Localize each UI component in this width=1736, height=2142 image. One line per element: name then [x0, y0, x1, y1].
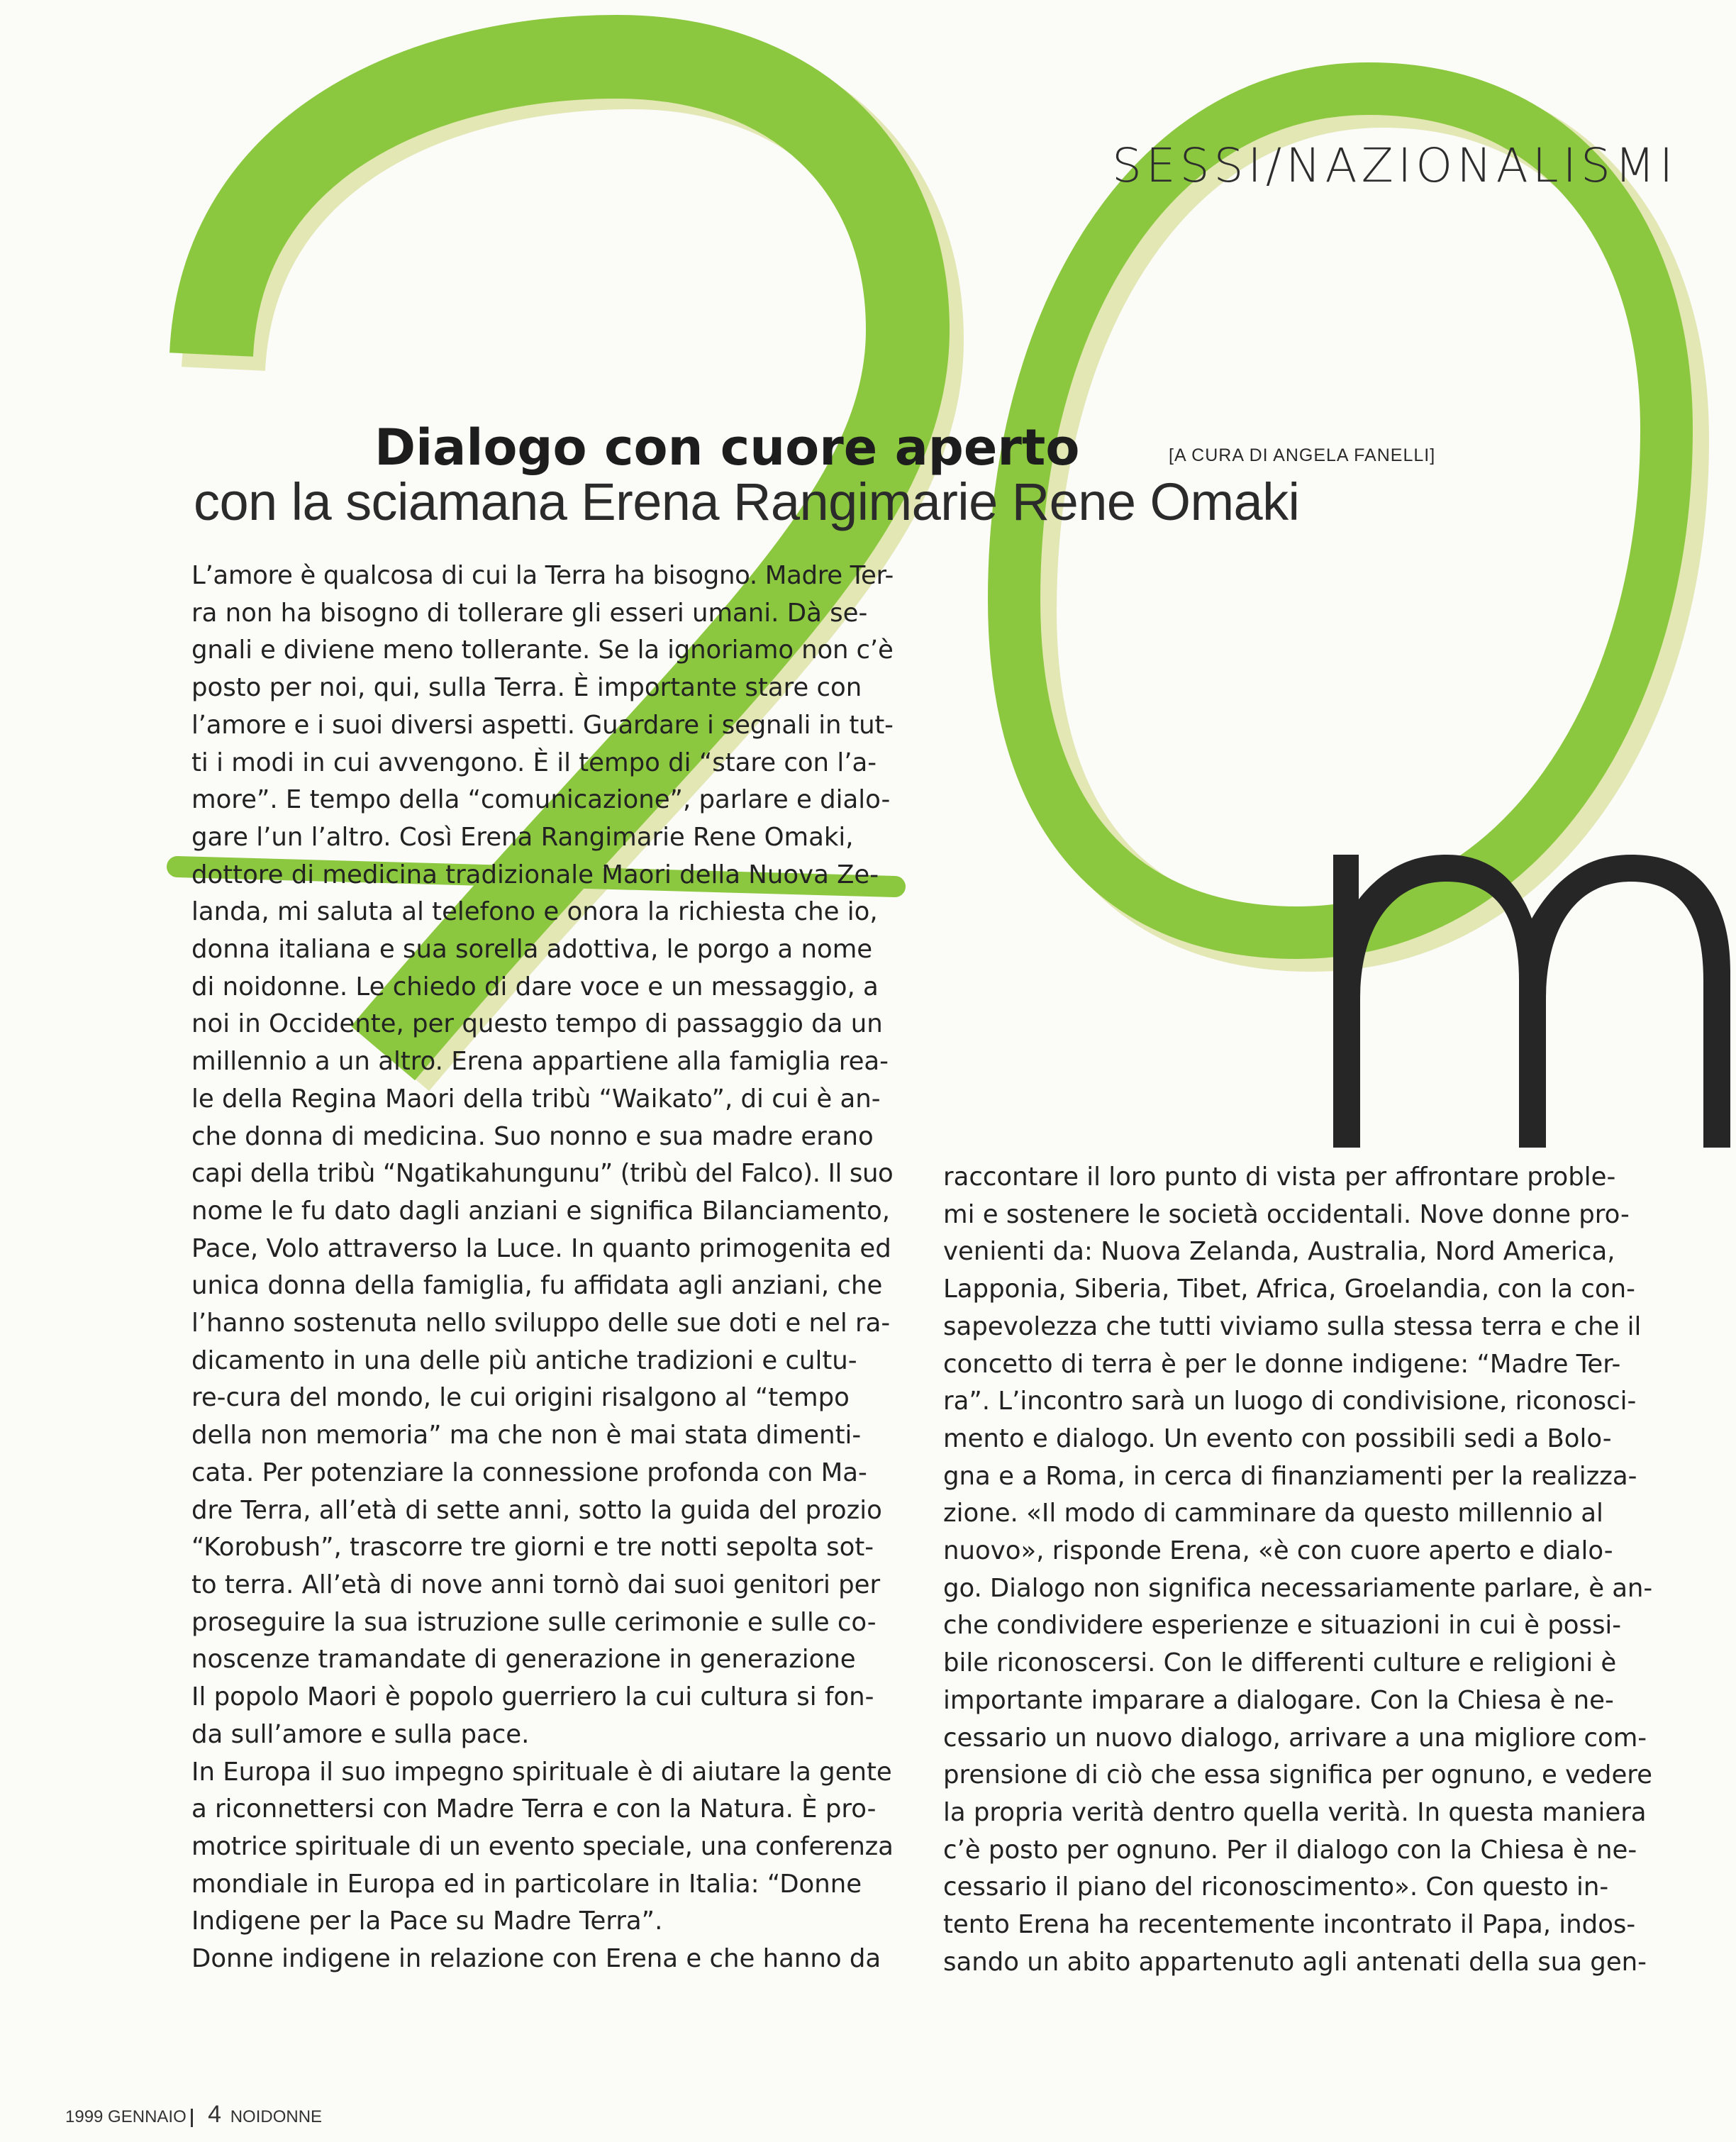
text-line: donna italiana e sua sorella adottiva, le porgo a nome: [191, 935, 873, 965]
text-line: In Europa il suo impegno spirituale è di aiutare la gente: [191, 1757, 892, 1787]
text-line: le della Regina Maori della tribù “Waikato”, di cui è an-: [191, 1084, 881, 1114]
text-line: proseguire la sua istruzione sulle cerimonie e sulle co-: [191, 1607, 877, 1637]
text-line: l’amore e i suoi diversi aspetti. Guardare i segnali in tut-: [191, 710, 894, 740]
text-line: della non memoria” ma che non è mai stata dimenti-: [191, 1421, 862, 1450]
text-line: unica donna della famiglia, fu affidata agli anziani, che: [191, 1271, 883, 1301]
article-column-left: [191, 557, 894, 1990]
section-label: SESSI/NAZIONALISMI: [1112, 138, 1678, 193]
letter-m: [1333, 855, 1730, 1148]
text-line: l’hanno sostenuta nello sviluppo delle sue doti e nel ra-: [191, 1309, 891, 1338]
text-line: c’è posto per ognuno. Per il dialogo con la Chiesa è ne-: [943, 1835, 1637, 1865]
text-line: dicamento in una delle più antiche tradizioni e cultu-: [191, 1345, 857, 1375]
text-line: sando un abito appartenuto agli antenati della sua gen-: [943, 1947, 1647, 1977]
text-line: capi della tribù “Ngatikahungunu” (tribù del Falco). Il suo: [191, 1159, 894, 1189]
article-column-right: [943, 1159, 1652, 2017]
text-line: concetto di terra è per le donne indigene: “Madre Ter-: [943, 1349, 1621, 1379]
text-line: gnali e diviene meno tollerante. Se la ignoriamo non c’è: [191, 636, 894, 665]
text-line: to terra. All’età di nove anni tornò dai suoi genitori per: [191, 1570, 881, 1599]
text-line: dre Terra, all’età di sette anni, sotto la guida del prozio: [191, 1495, 882, 1525]
text-line: motrice spirituale di un evento speciale, una conferenza: [191, 1831, 894, 1861]
text-line: venienti da: Nuova Zelanda, Australia, Nord America,: [943, 1237, 1615, 1267]
text-line: posto per noi, qui, sulla Terra. È importante stare con: [191, 673, 862, 703]
article-credit: [A CURA DI ANGELA FANELLI]: [1169, 445, 1436, 465]
text-line: che condividere esperienze e situazioni in cui è possi-: [943, 1611, 1622, 1641]
text-line: a riconnettersi con Madre Terra e con la Natura. È pro-: [191, 1794, 877, 1824]
article-subtitle: con la sciamana Erena Rangimarie Rene Omaki: [194, 472, 1300, 531]
text-line: importante imparare a dialogare. Con la Chiesa è ne-: [943, 1685, 1614, 1715]
text-line: bile riconoscersi. Con le differenti culture e religioni è: [943, 1648, 1617, 1678]
article-title: Dialogo con cuore aperto: [374, 418, 1080, 477]
text-line: Lapponia, Siberia, Tibet, Africa, Groelandia, con la con-: [943, 1275, 1635, 1304]
text-line: Donne indigene in relazione con Erena e che hanno da: [191, 1944, 881, 1974]
page-number: 4: [208, 2101, 222, 2128]
text-line: dottore di medicina tradizionale Maori della Nuova Ze-: [191, 860, 879, 889]
text-line: re-cura del mondo, le cui origini risalgono al “tempo: [191, 1383, 850, 1413]
magazine-name: NOIDONNE: [230, 2107, 323, 2126]
text-line: cessario il piano del riconoscimento». Con questo in-: [943, 1872, 1609, 1902]
text-line: tento Erena ha recentemente incontrato il Papa, indos-: [943, 1910, 1636, 1940]
text-line: go. Dialogo non significa necessariamente parlare, è an-: [943, 1573, 1653, 1603]
text-line: zione. «Il modo di camminare da questo millennio al: [943, 1499, 1603, 1528]
text-line: Indigene per la Pace su Madre Terra”.: [191, 1907, 663, 1936]
text-line: millennio a un altro. Erena appartiene alla famiglia rea-: [191, 1047, 889, 1077]
text-line: ti i modi in cui avvengono. È il tempo di “stare con l’a-: [191, 748, 877, 777]
text-line: Pace, Volo attraverso la Luce. In quanto primogenita ed: [191, 1233, 891, 1263]
text-line: cata. Per potenziare la connessione profonda con Ma-: [191, 1458, 867, 1487]
text-line: more”. E tempo della “comunicazione”, parlare e dialo-: [191, 785, 891, 815]
text-line: che donna di medicina. Suo nonno e sua madre erano: [191, 1121, 874, 1151]
text-line: ra”. L’incontro sarà un luogo di condivisione, riconosci-: [943, 1387, 1637, 1416]
footer-date: 1999 GENNAIO: [65, 2107, 187, 2126]
text-line: mi e sostenere le società occidentali. Nove donne pro-: [943, 1199, 1630, 1229]
text-line: noscenze tramandate di generazione in generazione: [191, 1645, 856, 1675]
text-line: la propria verità dentro quella verità. In questa maniera: [943, 1797, 1647, 1827]
page-footer: [65, 2101, 491, 2129]
text-line: nome le fu dato dagli anziani e significa Bilanciamento,: [191, 1196, 891, 1226]
text-line: landa, mi saluta al telefono e onora la richiesta che io,: [191, 897, 878, 927]
text-line: ra non ha bisogno di tollerare gli esseri umani. Dà se-: [191, 598, 868, 628]
text-line: sapevolezza che tutti viviamo sulla stessa terra e che il: [943, 1311, 1642, 1341]
text-line: mondiale in Europa ed in particolare in Italia: “Donne: [191, 1869, 862, 1899]
text-line: raccontare il loro punto di vista per affrontare proble-: [943, 1162, 1616, 1192]
text-line: “Korobush”, trascorre tre giorni e tre notti sepolta sot-: [191, 1533, 874, 1563]
text-line: da sull’amore e sulla pace.: [191, 1719, 530, 1749]
text-line: prensione di ciò che essa significa per ognuno, e vedere: [943, 1760, 1652, 1790]
footer-divider: [191, 2109, 193, 2127]
text-line: noi in Occidente, per questo tempo di passaggio da un: [191, 1009, 883, 1039]
text-line: nuovo», risponde Erena, «è con cuore aperto e dialo-: [943, 1536, 1613, 1566]
text-line: L’amore è qualcosa di cui la Terra ha bisogno. Madre Ter-: [191, 561, 894, 590]
text-line: gna e a Roma, in cerca di finanziamenti per la realizza-: [943, 1461, 1637, 1491]
text-line: gare l’un l’altro. Così Erena Rangimarie Rene Omaki,: [191, 822, 854, 852]
text-line: Il popolo Maori è popolo guerriero la cui cultura si fon-: [191, 1682, 874, 1712]
text-line: mento e dialogo. Un evento con possibili sedi a Bolo-: [943, 1424, 1612, 1453]
text-line: di noidonne. Le chiedo di dare voce e un messaggio, a: [191, 972, 879, 1001]
text-line: cessario un nuovo dialogo, arrivare a una migliore com-: [943, 1723, 1647, 1753]
